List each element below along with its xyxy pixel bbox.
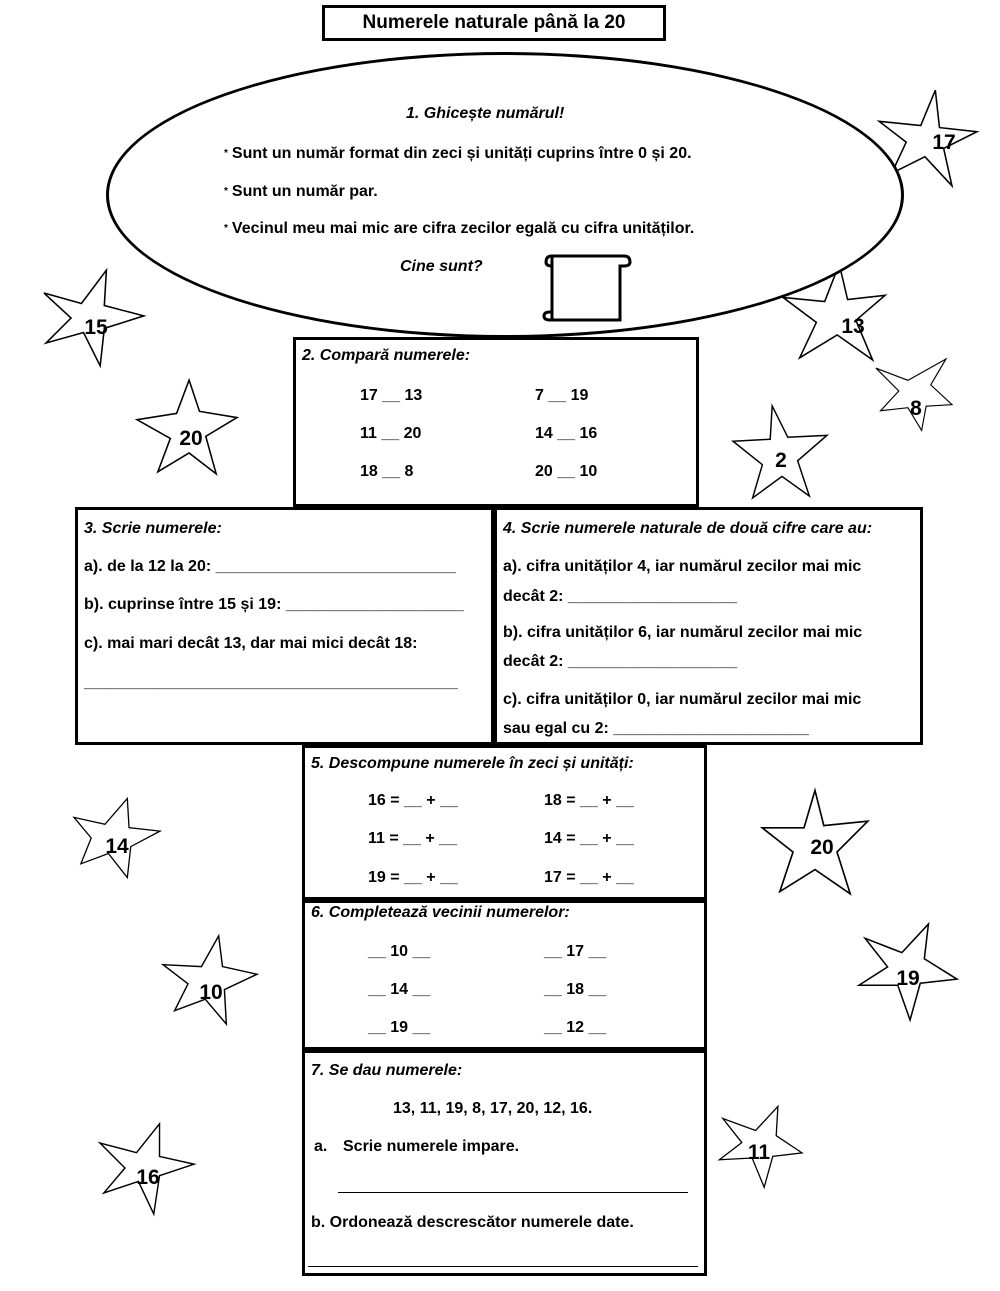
- star-11: [716, 1098, 802, 1194]
- ex3-item-b: b). cuprinse între 15 și 19: ____________________: [84, 596, 464, 613]
- bullet-icon: *: [224, 148, 228, 159]
- star-number: 20: [810, 836, 834, 859]
- clue-text: Vecinul meu mai mic are cifra zecilor egală cu cifra unităților.: [231, 220, 695, 237]
- star-8: [876, 352, 952, 436]
- star-number: 19: [896, 967, 920, 990]
- page-title: Numerele naturale până la 20: [322, 5, 666, 41]
- star-number: 11: [747, 1141, 771, 1164]
- ex7-numbers: 13, 11, 19, 8, 17, 20, 12, 16.: [393, 1100, 593, 1117]
- star-number: 14: [105, 835, 129, 858]
- star-number: 10: [199, 981, 223, 1004]
- exercise-6-box: [302, 900, 707, 1050]
- exercise-7-box: [302, 1050, 707, 1276]
- ex4-heading: 4. Scrie numerele naturale de două cifre care au:: [503, 520, 873, 537]
- decompose-item: 18 = __ + __: [544, 792, 634, 809]
- neighbors-item: __ 12 __: [544, 1019, 607, 1036]
- star-16: [100, 1116, 196, 1220]
- ex7-answer-line-b: [308, 1266, 698, 1267]
- ex6-heading: 6. Completează vecinii numerelor:: [311, 904, 570, 921]
- ex3-item-a: a). de la 12 la 20: ___________________________: [84, 558, 456, 575]
- ex1-clue-3: [224, 220, 694, 238]
- decompose-item: 19 = __ + __: [368, 869, 458, 886]
- ex7-item-a: Scrie numerele impare.: [343, 1138, 520, 1155]
- neighbors-item: __ 14 __: [368, 981, 431, 998]
- ex4-item-a-line2: decât 2: ___________________: [503, 588, 737, 605]
- ex7-item-b: b. Ordonează descrescător numerele date.: [311, 1214, 634, 1231]
- compare-pair: 7 __ 19: [535, 387, 589, 404]
- star-15: [44, 268, 148, 368]
- star-2: [728, 404, 832, 498]
- ex3-item-c: c). mai mari decât 13, dar mai mici decât 18:: [84, 635, 418, 652]
- decompose-item: 17 = __ + __: [544, 869, 634, 886]
- star-number: 13: [841, 315, 865, 338]
- ex1-clue-2: [224, 183, 378, 201]
- neighbors-item: __ 10 __: [368, 943, 431, 960]
- star-20-right: [760, 788, 870, 894]
- scroll-icon: [536, 248, 632, 328]
- star-number: 8: [910, 397, 922, 420]
- exercise-3-box: [75, 507, 494, 745]
- decompose-item: 14 = __ + __: [544, 830, 634, 847]
- ex7-answer-line-a: [338, 1192, 688, 1193]
- ex7-item-a-marker: a.: [314, 1138, 328, 1155]
- ex1-question: Cine sunt?: [400, 258, 483, 275]
- ex1-heading: 1. Ghicește numărul!: [406, 105, 565, 122]
- compare-pair: 18 __ 8: [360, 463, 414, 480]
- ex3-heading: 3. Scrie numerele:: [84, 520, 222, 537]
- star-19: [856, 922, 960, 1020]
- ex4-item-c-line1: c). cifra unităților 0, iar numărul zecilor mai mic: [503, 691, 862, 708]
- neighbors-item: __ 17 __: [544, 943, 607, 960]
- star-number: 17: [932, 131, 956, 154]
- star-number: 20: [179, 427, 203, 450]
- star-number: 2: [775, 449, 787, 472]
- ex4-item-c-line2: sau egal cu 2: ______________________: [503, 720, 810, 737]
- star-number: 15: [84, 316, 108, 339]
- compare-pair: 20 __ 10: [535, 463, 598, 480]
- ex5-heading: 5. Descompune numerele în zeci și unități:: [311, 755, 634, 772]
- compare-pair: 11 __ 20: [360, 425, 422, 442]
- star-20: [134, 378, 240, 478]
- bullet-icon: *: [224, 186, 228, 197]
- clue-text: Sunt un număr par.: [231, 183, 378, 200]
- star-14: [74, 788, 160, 888]
- neighbors-item: __ 18 __: [544, 981, 607, 998]
- ex4-item-b-line2: decât 2: ___________________: [503, 653, 737, 670]
- neighbors-item: __ 19 __: [368, 1019, 431, 1036]
- ex2-heading: 2. Compară numerele:: [302, 347, 471, 364]
- compare-pair: 14 __ 16: [535, 425, 598, 442]
- star-number: 16: [136, 1166, 160, 1189]
- decompose-item: 16 = __ + __: [368, 792, 458, 809]
- compare-pair: 17 __ 13: [360, 387, 423, 404]
- ex3-answer-line: __________________________________________: [84, 674, 458, 691]
- clue-text: Sunt un număr format din zeci și unități cuprins între 0 și 20.: [231, 145, 692, 162]
- ex4-item-b-line1: b). cifra unităților 6, iar numărul zecilor mai mic: [503, 624, 863, 641]
- ex4-item-a-line1: a). cifra unităților 4, iar numărul zecilor mai mic: [503, 558, 862, 575]
- decompose-item: 11 = __ + __: [368, 830, 457, 847]
- star-10: [160, 934, 262, 1026]
- ex1-clue-1: [224, 145, 692, 163]
- ex7-heading: 7. Se dau numerele:: [311, 1062, 463, 1079]
- bullet-icon: *: [224, 223, 228, 234]
